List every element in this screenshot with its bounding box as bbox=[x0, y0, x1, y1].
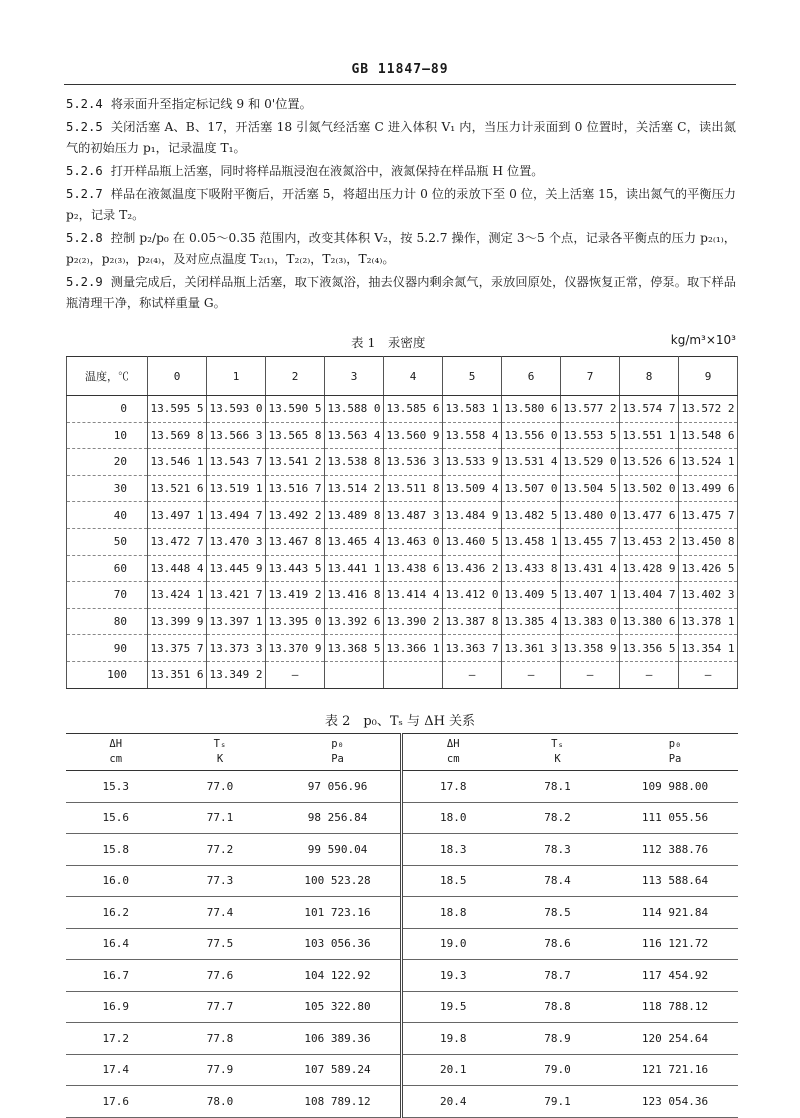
table1-cell: 13.558 4 bbox=[443, 422, 502, 449]
table2-cell: 77.4 bbox=[165, 897, 274, 929]
table1-cell: — bbox=[679, 661, 738, 688]
table2-row bbox=[66, 1054, 738, 1086]
table1-cell: 13.361 3 bbox=[502, 635, 561, 662]
table2-cell: 101 723.16 bbox=[275, 897, 402, 929]
table1-cell: 13.590 5 bbox=[266, 396, 325, 423]
header-unit: K bbox=[554, 753, 561, 765]
header-symbol: ΔH bbox=[446, 738, 460, 750]
table1-row-temperature: 70 bbox=[67, 582, 148, 609]
table1-cell: 13.583 1 bbox=[443, 396, 502, 423]
table1-column-header: 0 bbox=[148, 357, 207, 396]
table1-cell: 13.453 2 bbox=[620, 528, 679, 555]
table1-cell: 13.463 0 bbox=[384, 528, 443, 555]
paragraph-5-2-8 bbox=[66, 228, 736, 270]
header-unit: Pa bbox=[668, 753, 682, 765]
table1-title: 表 1 汞密度 bbox=[351, 335, 426, 350]
table2-cell: 15.3 bbox=[66, 771, 165, 803]
table1-cell: 13.526 6 bbox=[620, 449, 679, 476]
table2-cell: 19.3 bbox=[402, 960, 503, 992]
table1-cell: 13.433 8 bbox=[502, 555, 561, 582]
header-symbol: Tₛ bbox=[551, 738, 564, 750]
table1-cell: 13.419 2 bbox=[266, 582, 325, 609]
table2-cell: 79.1 bbox=[503, 1086, 612, 1118]
table2-cell: 116 121.72 bbox=[612, 928, 738, 960]
table2-cell: 78.4 bbox=[503, 865, 612, 897]
table1-row bbox=[67, 555, 738, 582]
paragraph-number: 5.2.5 bbox=[66, 120, 103, 134]
table1-cell: 13.431 4 bbox=[561, 555, 620, 582]
table1-cell: 13.572 2 bbox=[679, 396, 738, 423]
table1-cell: 13.414 4 bbox=[384, 582, 443, 609]
table2-cell: 78.7 bbox=[503, 960, 612, 992]
table1-cell: 13.428 9 bbox=[620, 555, 679, 582]
table2-cell: 78.8 bbox=[503, 991, 612, 1023]
table2-column-header bbox=[165, 734, 274, 771]
table1-cell: 13.497 1 bbox=[148, 502, 207, 529]
table1-row-temperature: 10 bbox=[67, 422, 148, 449]
table1-cell: 13.373 3 bbox=[207, 635, 266, 662]
table1-row bbox=[67, 475, 738, 502]
table1-cell: 13.460 5 bbox=[443, 528, 502, 555]
table1-cell: 13.577 2 bbox=[561, 396, 620, 423]
table2-cell: 77.0 bbox=[165, 771, 274, 803]
table1-cell: 13.407 1 bbox=[561, 582, 620, 609]
table1-cell: 13.507 0 bbox=[502, 475, 561, 502]
table1-cell bbox=[325, 661, 384, 688]
paragraph-5-2-6 bbox=[66, 161, 736, 182]
table1-cell: 13.455 7 bbox=[561, 528, 620, 555]
table2-cell: 78.9 bbox=[503, 1023, 612, 1055]
table1-row bbox=[67, 635, 738, 662]
table1-cell: 13.436 2 bbox=[443, 555, 502, 582]
table2-cell: 18.5 bbox=[402, 865, 503, 897]
table2-cell: 18.8 bbox=[402, 897, 503, 929]
table2-cell: 78.3 bbox=[503, 834, 612, 866]
table1-cell: 13.358 9 bbox=[561, 635, 620, 662]
table2-cell: 121 721.16 bbox=[612, 1054, 738, 1086]
table2-cell: 16.9 bbox=[66, 991, 165, 1023]
table1-cell: 13.538 8 bbox=[325, 449, 384, 476]
table2-cell: 77.9 bbox=[165, 1054, 274, 1086]
table1-column-header: 1 bbox=[207, 357, 266, 396]
table2-column-header bbox=[66, 734, 165, 771]
table2-cell: 98 256.84 bbox=[275, 802, 402, 834]
table1-cell: 13.509 4 bbox=[443, 475, 502, 502]
table2-cell: 103 056.36 bbox=[275, 928, 402, 960]
table1-cell: 13.426 5 bbox=[679, 555, 738, 582]
table1-corner-header: 温度，℃ bbox=[67, 357, 148, 396]
table2-cell: 79.0 bbox=[503, 1054, 612, 1086]
table1-unit: kg/m³×10³ bbox=[670, 333, 736, 347]
header-symbol: Tₛ bbox=[213, 738, 227, 750]
table1-cell: 13.504 5 bbox=[561, 475, 620, 502]
table1-cell: 13.363 7 bbox=[443, 635, 502, 662]
table1-cell: 13.533 9 bbox=[443, 449, 502, 476]
table1-row bbox=[67, 608, 738, 635]
table1-cell: 13.472 7 bbox=[148, 528, 207, 555]
table2-cell: 77.5 bbox=[165, 928, 274, 960]
table1-cell: 13.404 7 bbox=[620, 582, 679, 609]
table2-cell: 78.0 bbox=[165, 1086, 274, 1118]
table1-row bbox=[67, 422, 738, 449]
table1-row-temperature: 60 bbox=[67, 555, 148, 582]
table2-cell: 17.6 bbox=[66, 1086, 165, 1118]
table1-cell: 13.409 5 bbox=[502, 582, 561, 609]
header-symbol: p₀ bbox=[668, 738, 682, 750]
table2-cell: 15.6 bbox=[66, 802, 165, 834]
table2-cell: 111 055.56 bbox=[612, 802, 738, 834]
table2-row bbox=[66, 771, 738, 803]
table1-cell: 13.421 7 bbox=[207, 582, 266, 609]
paragraph-text: 关闭活塞 A、B、17，开活塞 18 引氮气经活塞 C 进入体积 V₁ 内，当压力计汞面到 0 位置时，关活塞 C，读出氮气的初始压力 p₁，记录温度 T₁。 bbox=[66, 120, 736, 155]
header-unit: cm bbox=[446, 753, 460, 765]
table2-row bbox=[66, 802, 738, 834]
table2-cell: 78.2 bbox=[503, 802, 612, 834]
table1-cell: 13.484 9 bbox=[443, 502, 502, 529]
table1-cell: 13.560 9 bbox=[384, 422, 443, 449]
table2-cell: 17.2 bbox=[66, 1023, 165, 1055]
table1-cell: 13.380 6 bbox=[620, 608, 679, 635]
table2-cell: 108 789.12 bbox=[275, 1086, 402, 1118]
table1-cell: 13.566 3 bbox=[207, 422, 266, 449]
document-header: GB 11847—89 bbox=[351, 62, 449, 77]
table1-cell: 13.356 5 bbox=[620, 635, 679, 662]
header-unit: cm bbox=[109, 753, 123, 765]
header-symbol: ΔH bbox=[109, 738, 123, 750]
table1-cell: 13.531 4 bbox=[502, 449, 561, 476]
header-unit: K bbox=[216, 753, 224, 765]
procedure-paragraphs bbox=[66, 94, 736, 316]
table1-cell: 13.385 4 bbox=[502, 608, 561, 635]
table1-row-temperature: 40 bbox=[67, 502, 148, 529]
table1-cell: 13.378 1 bbox=[679, 608, 738, 635]
pressure-temperature-table bbox=[66, 733, 738, 1118]
table2-cell: 17.8 bbox=[402, 771, 503, 803]
table1-column-header: 9 bbox=[679, 357, 738, 396]
table1-column-header: 4 bbox=[384, 357, 443, 396]
table2-cell: 17.4 bbox=[66, 1054, 165, 1086]
table2-cell: 77.7 bbox=[165, 991, 274, 1023]
table2-cell: 97 056.96 bbox=[275, 771, 402, 803]
table2-row bbox=[66, 865, 738, 897]
table1-cell: 13.366 1 bbox=[384, 635, 443, 662]
header-symbol: p₀ bbox=[331, 738, 344, 750]
table1-cell: 13.541 2 bbox=[266, 449, 325, 476]
table1-cell: 13.475 7 bbox=[679, 502, 738, 529]
header-divider bbox=[64, 84, 736, 85]
table2-column-header bbox=[503, 734, 612, 771]
table1-cell: 13.370 9 bbox=[266, 635, 325, 662]
table1-cell: 13.580 6 bbox=[502, 396, 561, 423]
table2-row bbox=[66, 991, 738, 1023]
table2-title: 表 2 p₀、Tₛ 与 ΔH 关系 bbox=[324, 714, 476, 729]
table2-row bbox=[66, 834, 738, 866]
table1-cell: 13.536 3 bbox=[384, 449, 443, 476]
table1-cell: 13.450 8 bbox=[679, 528, 738, 555]
table2-cell: 19.0 bbox=[402, 928, 503, 960]
table2-column-header bbox=[275, 734, 402, 771]
table1-cell: 13.524 1 bbox=[679, 449, 738, 476]
table1-cell: 13.402 3 bbox=[679, 582, 738, 609]
paragraph-text: 测量完成后，关闭样品瓶上活塞，取下液氮浴，抽去仪器内剩余氮气，汞放回原处，仪器恢复正常，停泵。取下样品瓶清理干净，称试样重量 G。 bbox=[66, 275, 736, 310]
table2-cell: 99 590.04 bbox=[275, 834, 402, 866]
table1-cell: — bbox=[561, 661, 620, 688]
table1-row-temperature: 50 bbox=[67, 528, 148, 555]
table2-cell: 117 454.92 bbox=[612, 960, 738, 992]
table1-cell: 13.593 0 bbox=[207, 396, 266, 423]
table1-cell: 13.482 5 bbox=[502, 502, 561, 529]
table2-cell: 77.2 bbox=[165, 834, 274, 866]
table1-cell: 13.569 8 bbox=[148, 422, 207, 449]
table2-row bbox=[66, 1023, 738, 1055]
paragraph-number: 5.2.7 bbox=[66, 187, 103, 201]
table1-cell: 13.546 1 bbox=[148, 449, 207, 476]
paragraph-number: 5.2.9 bbox=[66, 275, 103, 289]
table1-cell: 13.529 0 bbox=[561, 449, 620, 476]
table2-cell: 77.3 bbox=[165, 865, 274, 897]
table2-cell: 18.0 bbox=[402, 802, 503, 834]
paragraph-text: 控制 p₂/p₀ 在 0.05～0.35 范围内，改变其体积 V₂，按 5.2.7 操作，测定 3～5 个点，记录各平衡点的压力 p₂₍₁₎，p₂₍₂₎，p₂₍₃₎，p₂₍₄₎，及对应点温度 T₂₍₁₎，T₂₍₂₎，T₂₍₃₎，T₂₍₄₎。 bbox=[66, 231, 736, 266]
table1-cell: 13.477 6 bbox=[620, 502, 679, 529]
table1-cell: 13.465 4 bbox=[325, 528, 384, 555]
table2-row bbox=[66, 1086, 738, 1118]
table1-cell: 13.399 9 bbox=[148, 608, 207, 635]
paragraph-number: 5.2.6 bbox=[66, 164, 103, 178]
table2-cell: 105 322.80 bbox=[275, 991, 402, 1023]
table2-row bbox=[66, 897, 738, 929]
table2-cell: 78.6 bbox=[503, 928, 612, 960]
table1-cell: 13.516 7 bbox=[266, 475, 325, 502]
table1-cell: 13.565 8 bbox=[266, 422, 325, 449]
table2-header-row bbox=[66, 734, 738, 771]
table1-cell: 13.574 7 bbox=[620, 396, 679, 423]
table2-cell: 15.8 bbox=[66, 834, 165, 866]
paragraph-5-2-7 bbox=[66, 184, 736, 226]
table1-cell: 13.548 6 bbox=[679, 422, 738, 449]
table2-cell: 16.7 bbox=[66, 960, 165, 992]
table2-column-header bbox=[402, 734, 503, 771]
paragraph-text: 样品在液氮温度下吸附平衡后，开活塞 5，将超出压力计 0 位的汞放下至 0 位，关上活塞 15，读出氮气的平衡压力 p₂，记录 T₂。 bbox=[66, 187, 736, 222]
paragraph-number: 5.2.8 bbox=[66, 231, 103, 245]
table1-column-header: 7 bbox=[561, 357, 620, 396]
table1-cell: — bbox=[502, 661, 561, 688]
table1-cell: 13.412 0 bbox=[443, 582, 502, 609]
table1-cell: 13.487 3 bbox=[384, 502, 443, 529]
table1-cell: 13.563 4 bbox=[325, 422, 384, 449]
table1-cell: 13.395 0 bbox=[266, 608, 325, 635]
table1-row-temperature: 30 bbox=[67, 475, 148, 502]
table1-cell: 13.368 5 bbox=[325, 635, 384, 662]
paragraph-5-2-4 bbox=[66, 94, 736, 115]
table2-column-header bbox=[612, 734, 738, 771]
table2-cell: 20.4 bbox=[402, 1086, 503, 1118]
table1-row-temperature: 90 bbox=[67, 635, 148, 662]
table2-row bbox=[66, 960, 738, 992]
table1-cell: 13.351 6 bbox=[148, 661, 207, 688]
table1-row bbox=[67, 661, 738, 688]
table1-cell: — bbox=[620, 661, 679, 688]
table2-cell: 114 921.84 bbox=[612, 897, 738, 929]
table1-cell: 13.470 3 bbox=[207, 528, 266, 555]
table1-cell: 13.424 1 bbox=[148, 582, 207, 609]
table1-cell: 13.553 5 bbox=[561, 422, 620, 449]
table2-cell: 77.1 bbox=[165, 802, 274, 834]
paragraph-text: 将汞面升至指定标记线 9 和 0'位置。 bbox=[110, 97, 312, 111]
table2-cell: 77.6 bbox=[165, 960, 274, 992]
table1-cell: 13.438 6 bbox=[384, 555, 443, 582]
table2-cell: 16.4 bbox=[66, 928, 165, 960]
table1-header-row bbox=[67, 357, 738, 396]
table1-cell: 13.354 1 bbox=[679, 635, 738, 662]
table2-cell: 100 523.28 bbox=[275, 865, 402, 897]
table1-cell: 13.588 0 bbox=[325, 396, 384, 423]
table1-cell: — bbox=[443, 661, 502, 688]
table1-cell: 13.499 6 bbox=[679, 475, 738, 502]
table1-cell: 13.375 7 bbox=[148, 635, 207, 662]
table1-cell: 13.494 7 bbox=[207, 502, 266, 529]
table1-cell: 13.445 9 bbox=[207, 555, 266, 582]
table1-column-header: 5 bbox=[443, 357, 502, 396]
table1-cell: 13.502 0 bbox=[620, 475, 679, 502]
paragraph-5-2-5 bbox=[66, 117, 736, 159]
table1-column-header: 8 bbox=[620, 357, 679, 396]
table1-row-temperature: 100 bbox=[67, 661, 148, 688]
table1-row-temperature: 80 bbox=[67, 608, 148, 635]
table1-row bbox=[67, 502, 738, 529]
table1-cell: 13.492 2 bbox=[266, 502, 325, 529]
table2-cell: 78.5 bbox=[503, 897, 612, 929]
table2-cell: 109 988.00 bbox=[612, 771, 738, 803]
table2-row bbox=[66, 928, 738, 960]
table1-cell: 13.443 5 bbox=[266, 555, 325, 582]
table2-cell: 118 788.12 bbox=[612, 991, 738, 1023]
table2-cell: 16.0 bbox=[66, 865, 165, 897]
table2-cell: 18.3 bbox=[402, 834, 503, 866]
table2-cell: 20.1 bbox=[402, 1054, 503, 1086]
table1-cell: 13.543 7 bbox=[207, 449, 266, 476]
paragraph-text: 打开样品瓶上活塞，同时将样品瓶浸泡在液氮浴中，液氮保持在样品瓶 H 位置。 bbox=[110, 164, 544, 178]
table1-cell: 13.392 6 bbox=[325, 608, 384, 635]
table2-cell: 107 589.24 bbox=[275, 1054, 402, 1086]
paragraph-number: 5.2.4 bbox=[66, 97, 103, 111]
table1-cell: 13.519 1 bbox=[207, 475, 266, 502]
table1-cell: 13.383 0 bbox=[561, 608, 620, 635]
table2-cell: 78.1 bbox=[503, 771, 612, 803]
table1-row bbox=[67, 582, 738, 609]
table1-row bbox=[67, 528, 738, 555]
table2-cell: 16.2 bbox=[66, 897, 165, 929]
table1-cell: 13.556 0 bbox=[502, 422, 561, 449]
table1-cell: 13.458 1 bbox=[502, 528, 561, 555]
table1-cell: 13.514 2 bbox=[325, 475, 384, 502]
table2-cell: 123 054.36 bbox=[612, 1086, 738, 1118]
table2-cell: 77.8 bbox=[165, 1023, 274, 1055]
table1-cell: 13.551 1 bbox=[620, 422, 679, 449]
table1-row-temperature: 0 bbox=[67, 396, 148, 423]
mercury-density-table bbox=[66, 356, 738, 689]
table1-cell: 13.390 2 bbox=[384, 608, 443, 635]
table1-column-header: 2 bbox=[266, 357, 325, 396]
table1-cell: 13.448 4 bbox=[148, 555, 207, 582]
table2-cell: 104 122.92 bbox=[275, 960, 402, 992]
table1-cell: 13.480 0 bbox=[561, 502, 620, 529]
table1-row bbox=[67, 396, 738, 423]
table1-cell: 13.489 8 bbox=[325, 502, 384, 529]
table2-cell: 19.8 bbox=[402, 1023, 503, 1055]
table1-cell: 13.349 2 bbox=[207, 661, 266, 688]
table1-cell: 13.595 5 bbox=[148, 396, 207, 423]
table1-cell: 13.416 8 bbox=[325, 582, 384, 609]
header-unit: Pa bbox=[331, 753, 344, 765]
table2-cell: 112 388.76 bbox=[612, 834, 738, 866]
table1-cell: 13.585 6 bbox=[384, 396, 443, 423]
table1-cell: — bbox=[266, 661, 325, 688]
table1-cell: 13.441 1 bbox=[325, 555, 384, 582]
table1-cell: 13.521 6 bbox=[148, 475, 207, 502]
table1-cell: 13.387 8 bbox=[443, 608, 502, 635]
table2-cell: 106 389.36 bbox=[275, 1023, 402, 1055]
table2-cell: 19.5 bbox=[402, 991, 503, 1023]
table1-row-temperature: 20 bbox=[67, 449, 148, 476]
table1-cell: 13.511 8 bbox=[384, 475, 443, 502]
table1-column-header: 6 bbox=[502, 357, 561, 396]
table1-column-header: 3 bbox=[325, 357, 384, 396]
table1-cell bbox=[384, 661, 443, 688]
table1-cell: 13.467 8 bbox=[266, 528, 325, 555]
table2-cell: 120 254.64 bbox=[612, 1023, 738, 1055]
table1-row bbox=[67, 449, 738, 476]
paragraph-5-2-9 bbox=[66, 272, 736, 314]
table2-cell: 113 588.64 bbox=[612, 865, 738, 897]
table1-cell: 13.397 1 bbox=[207, 608, 266, 635]
